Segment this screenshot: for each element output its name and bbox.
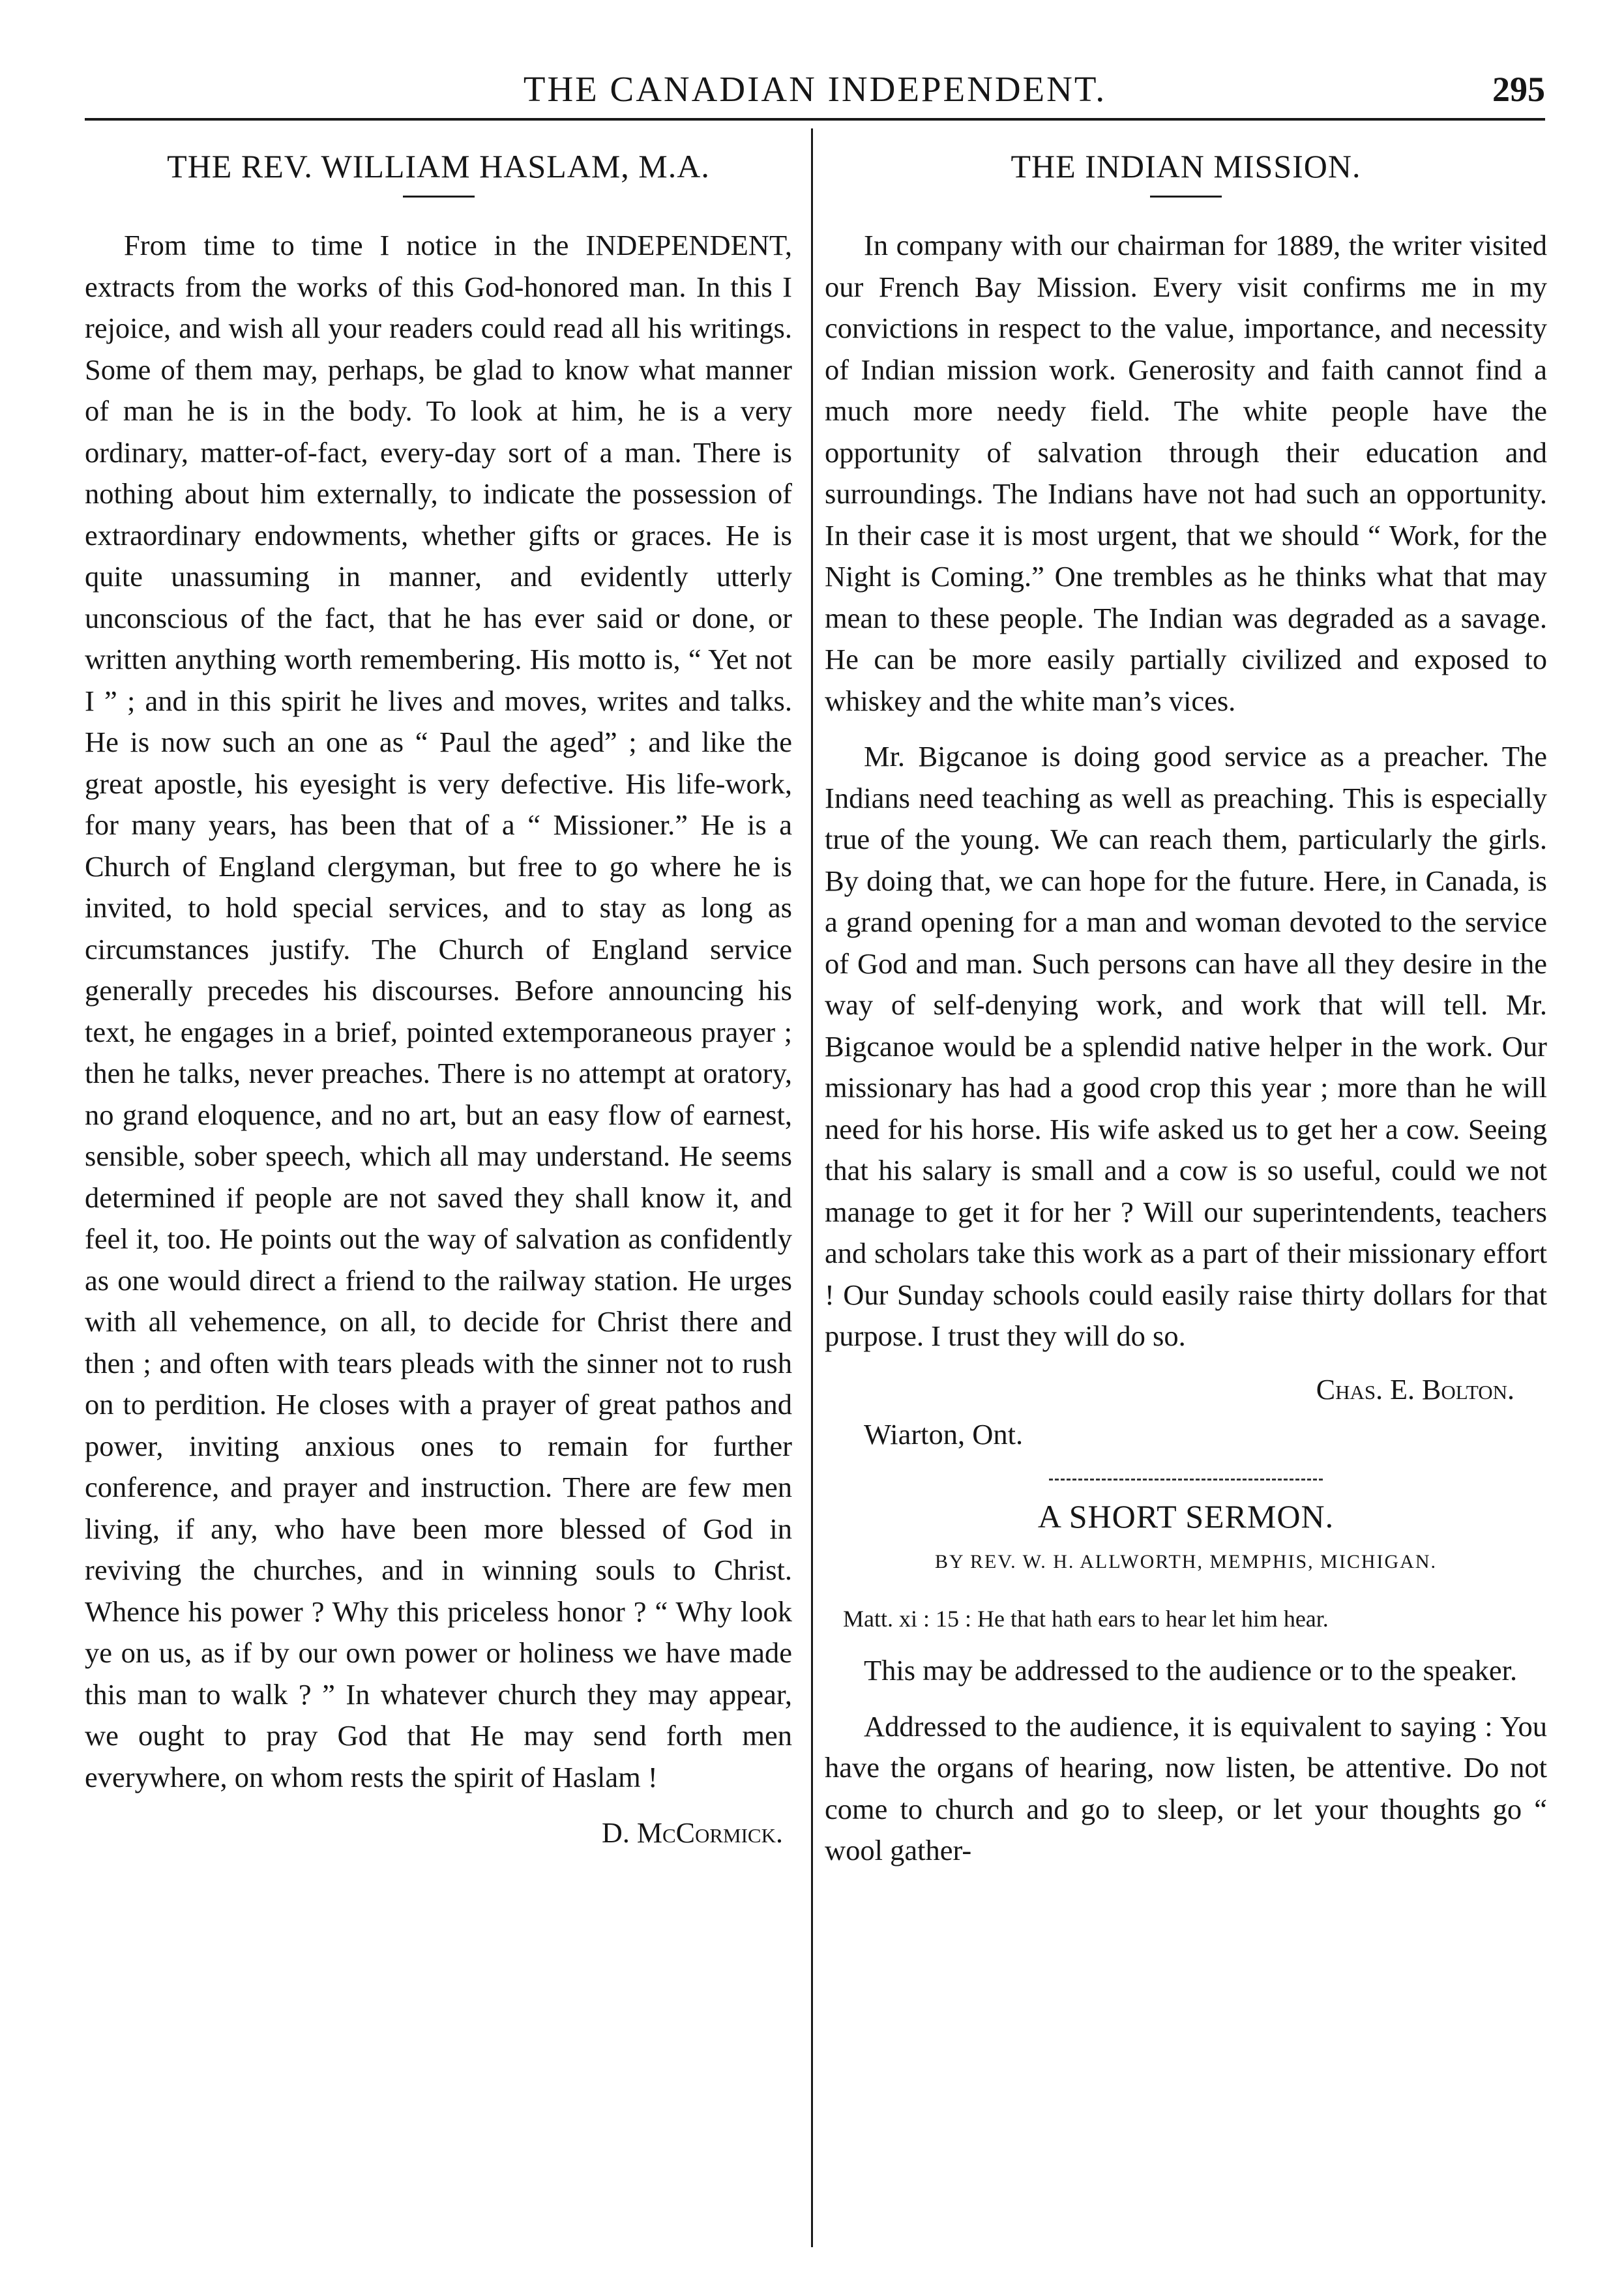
- title-rule: [403, 196, 475, 198]
- sermon-text-reference: Matt. xi : 15 : He that hath ears to hear let him hear.: [843, 1606, 1329, 1632]
- sermon-paragraph: Addressed to the audience, it is equivalent to saying : You have the organs of hearing, now listen, be attentive. Do not come to church and go to sleep, or let your thoughts go “ wool gather-: [825, 1709, 1547, 1866]
- indian-mission-title: THE INDIAN MISSION.: [1011, 148, 1361, 184]
- section-separator: [1049, 1479, 1323, 1481]
- sermon-byline: BY REV. W. H. ALLWORTH, MEMPHIS, MICHIGAN.: [934, 1551, 1437, 1572]
- indian-mission-signature: Chas. E. Bolton.: [1316, 1373, 1514, 1406]
- title-rule: [1150, 196, 1222, 198]
- left-column: [85, 130, 792, 1853]
- page-number: 295: [1492, 70, 1545, 109]
- indian-mission-paragraph: Mr. Bigcanoe is doing good service as a preacher. The Indians need teaching as well as preaching. This is especially true of the young. We can reach them, particularly the girls. By doing that, we can hope for the future. Here, in Canada, is a grand opening for a man and woman devoted to the service of God and man. Such persons can have all they desire in the way of self-denying work, and work that will tell. Mr. Bigcanoe would be a splendid native helper in the work. Our missionary has had a good crop this year ; more than he will need for his horse. His wife asked us to get her a cow. Seeing that his salary is small and a cow is so useful, could we not manage to get it for her ? Will our superintendents, teachers and scholars take this work as a part of their missionary effort ! Our Sunday schools could easily raise thirty dollars for that purpose. I trust they will do so.: [825, 740, 1547, 1352]
- indian-mission-paragraph: In company with our chairman for 1889, the writer visited our French Bay Mission. Every visit confirms me in my convictions in respect to the value, importance, and necessity of Indian mission work. Generosity and faith cannot find a much more needy field. The white people have the opportunity of salvation through their education and surroundings. The Indians have not had such an opportunity. In their case it is most urgent, that we should “ Work, for the Night is Coming.” One trembles as he thinks what that may mean to these people. The Indian was degraded as a savage. He can be more easily partially civilized and exposed to whiskey and the white man’s vices.: [825, 229, 1547, 717]
- indian-mission-dateline: Wiarton, Ont.: [864, 1417, 1024, 1451]
- running-head: [85, 60, 1545, 125]
- right-column: [825, 130, 1547, 1872]
- haslam-article-signature: D. McCormick.: [602, 1817, 783, 1849]
- column-divider: [811, 128, 813, 2247]
- journal-title: THE CANADIAN INDEPENDENT.: [523, 69, 1107, 109]
- header-rule: [85, 118, 1545, 121]
- haslam-article-body: From time to time I notice in the INDEPENDENT, extracts from the works of this God-honored man. In this I rejoice, and wish all your readers could read all his writings. Some of them may, perhaps, be glad to know what manner of man he is in the body. To look at him, he is a very ordinary, matter-of-fact, every-day sort of a man. There is nothing about him externally, to indicate the possession of extraordinary endowments, whether gifts or graces. He is quite unassuming in manner, and evidently utterly unconscious of the fact, that he has ever said or done, or written anything worth remembering. His motto is, “ Yet not I ” ; and in this spirit he lives and moves, writes and talks. He is now such an one as “ Paul the aged” ; and like the great apostle, his eyesight is very defective. His life-work, for many years, has been that of a “ Missioner.” He is a Church of England clergyman, but free to go where he is invited, to hold special services, and to stay as long as circumstances justify. The Church of England service generally precedes his discourses. Before announcing his text, he engages in a brief, pointed extemporaneous prayer ; then he talks, never preaches. There is no attempt at oratory, no grand eloquence, and no art, but an easy flow of earnest, sensible, sober speech, which all may understand. He seems determined if people are not saved they shall know it, and feel it, too. He points out the way of salvation as confidently as one would direct a friend to the railway station. He urges with all vehemence, on all, to decide for Christ there and then ; and often with tears pleads with the sinner not to rush on to perdition. He closes with a prayer of great pathos and power, inviting anxious ones to remain for further conference, and prayer and instruction. There are few men living, if any, who have been more blessed of God in reviving the churches, and in winning souls to Christ. Whence his power ? Why this priceless honor ? “ Why look ye on us, as if by our own power or holiness we have made this man to walk ? ” In whatever church they may appear, we ought to pray God that He may send forth men everywhere, on whom rests the spirit of Haslam !: [85, 229, 792, 1793]
- sermon-paragraph: This may be addressed to the audience or to the speaker.: [864, 1654, 1518, 1687]
- haslam-article-title: THE REV. WILLIAM HASLAM, M.A.: [167, 148, 710, 184]
- sermon-title: A SHORT SERMON.: [1037, 1498, 1335, 1535]
